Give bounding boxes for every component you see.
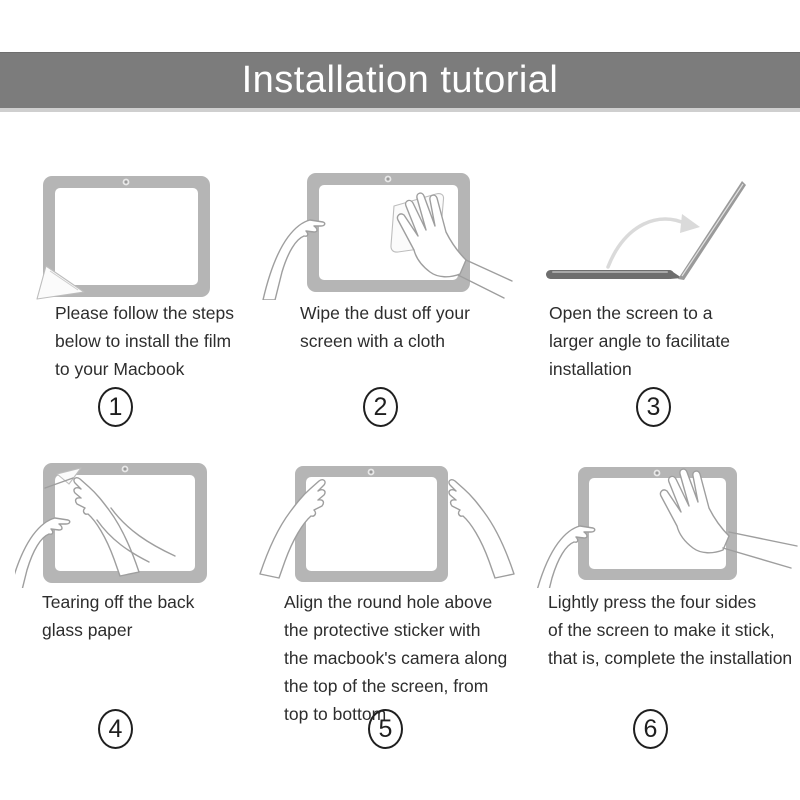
text-line: larger angle to facilitate: [549, 331, 730, 351]
step-5-illustration: [258, 438, 518, 588]
text-line: Lightly press the four sides: [548, 592, 757, 612]
text-line: below to install the film: [55, 331, 232, 351]
step-1-number-badge: 1: [98, 387, 133, 427]
title-banner: [0, 52, 800, 108]
text-line: that is, complete the installation: [548, 648, 793, 668]
camera-hole-icon: [385, 176, 392, 183]
right-hand-holding-corner: [449, 480, 514, 578]
text-line: the macbook's camera along: [284, 648, 508, 668]
laptop-lid-highlight: [682, 184, 743, 276]
step-6-number-badge: 6: [633, 709, 668, 749]
step-6-text: [548, 588, 792, 672]
text-line: glass paper: [42, 620, 133, 640]
forearm-line: [729, 532, 797, 546]
arrowhead-icon: [680, 214, 700, 233]
text-line: Align the round hole above: [284, 592, 493, 612]
banner-bottom-strip: [0, 108, 800, 112]
text-line: the protective sticker with: [284, 620, 481, 640]
text-line: Tearing off the back: [42, 592, 195, 612]
step-1-text: [55, 299, 234, 383]
open-angle-arrow: [608, 219, 686, 267]
text-line: the top of the screen, from: [284, 676, 489, 696]
camera-hole-icon: [654, 470, 661, 477]
forearm-line: [466, 260, 512, 281]
laptop-base-highlight: [552, 271, 668, 273]
step-4-illustration: [15, 438, 265, 588]
step-3-number-badge: 3: [636, 387, 671, 427]
screen-area: [55, 188, 198, 285]
screen-area: [306, 477, 437, 571]
text-line: of the screen to make it stick,: [548, 620, 775, 640]
text-line: Please follow the steps: [55, 303, 234, 323]
page-title: Installation tutorial: [241, 59, 559, 101]
step-2-illustration: [252, 150, 517, 300]
step-1-illustration: [20, 150, 260, 300]
step-6-illustration: [535, 438, 800, 588]
step-2-number-badge: 2: [363, 387, 398, 427]
step-5-number-badge: 5: [368, 709, 403, 749]
step-3-text: [549, 299, 730, 383]
step-5-text: [284, 588, 507, 728]
text-line: Wipe the dust off your: [300, 303, 470, 323]
camera-hole-icon: [122, 466, 129, 473]
camera-hole-icon: [368, 469, 375, 476]
text-line: to your Macbook: [55, 359, 185, 379]
step-2-text: [300, 299, 470, 355]
step-4-number-badge: 4: [98, 709, 133, 749]
text-line: Open the screen to a: [549, 303, 713, 323]
step-3-illustration: [530, 165, 790, 300]
camera-hole-icon: [123, 179, 130, 186]
text-line: installation: [549, 359, 632, 379]
text-line: top to bottom: [284, 704, 387, 724]
step-4-text: [42, 588, 194, 644]
text-line: screen with a cloth: [300, 331, 445, 351]
